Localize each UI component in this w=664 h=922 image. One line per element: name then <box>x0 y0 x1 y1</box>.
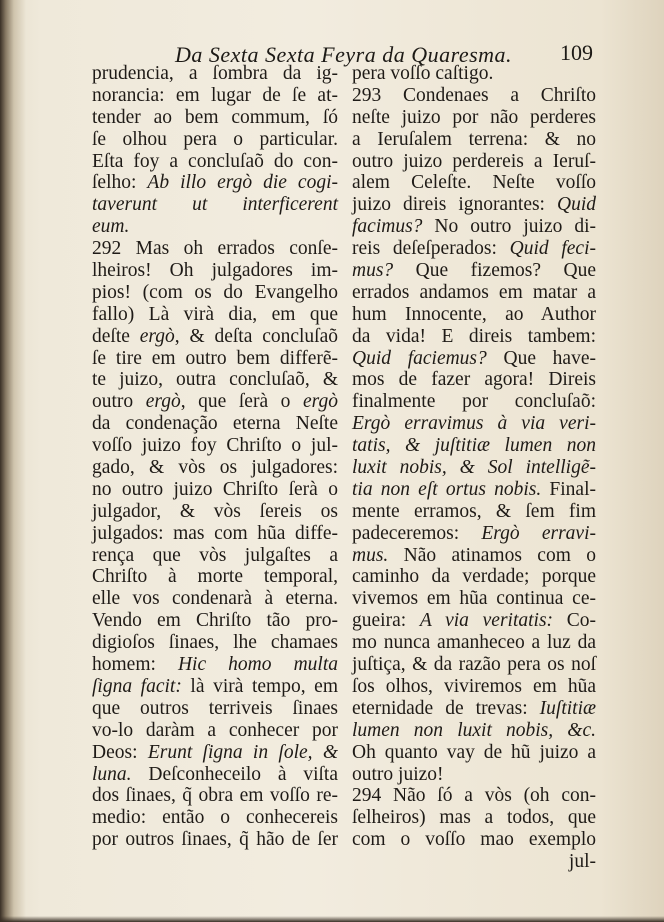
text-line <box>352 107 596 129</box>
italic-text: tatis, & juſtitiæ lumen non <box>352 435 596 457</box>
text-segment: jul- <box>568 851 596 873</box>
text-segment: , que ſerà o <box>180 391 303 413</box>
text-segment: ſos olhos, viviremos em hũa <box>352 675 596 697</box>
text-segment: neſte juizo por não perderes <box>352 106 596 128</box>
text-line <box>92 348 338 370</box>
italic-text: luxit nobis, & Sol intelligẽ- <box>352 457 596 479</box>
text-line <box>352 654 596 676</box>
text-line <box>92 523 338 545</box>
text-segment: padeceremos: <box>352 522 482 544</box>
text-segment: eternidade de trevas: <box>352 697 540 719</box>
text-line <box>352 479 596 501</box>
italic-text: Quid <box>557 194 596 216</box>
italic-text: ergò <box>145 391 181 413</box>
text-line <box>92 260 338 282</box>
text-line <box>352 391 596 413</box>
text-line <box>92 435 338 457</box>
text-segment: rença que vòs julgaſtes a <box>92 544 338 566</box>
text-segment: , & deſta concluſaõ <box>174 325 338 347</box>
text-segment: norancia: em lugar de ſe at- <box>92 84 338 106</box>
text-line <box>92 566 338 588</box>
text-segment: tender ao bem commum, ſó <box>92 106 338 128</box>
text-line <box>92 413 338 435</box>
text-segment: pera voſſo caſtigo. <box>352 63 494 84</box>
binding-gutter <box>0 0 26 922</box>
text-segment: fallo) Là virà dia, em que <box>92 303 338 325</box>
text-line <box>352 304 596 326</box>
text-segment: là virà tempo, em <box>181 675 338 697</box>
text-line <box>352 742 596 764</box>
italic-text: ergò <box>302 391 338 413</box>
text-segment: medio: então o conhecereis <box>92 807 338 829</box>
text-segment: dos ſinaes, q̃ obra em voſſo re- <box>92 785 338 807</box>
italic-text: mus. <box>352 544 389 566</box>
text-segment: hum Innocente, ao Author <box>352 303 596 325</box>
text-line <box>92 326 338 348</box>
text-segment: alem Celeſte. Neſte voſſo <box>352 172 596 194</box>
text-segment: finalmente por concluſaõ: <box>352 391 596 413</box>
text-segment: outro <box>92 391 146 413</box>
italic-text: luna. <box>92 763 132 785</box>
text-line <box>92 742 338 764</box>
text-line <box>92 457 338 479</box>
italic-text: ſigna facit: <box>92 675 182 697</box>
text-segment: Final- <box>541 478 596 500</box>
text-line <box>92 807 338 829</box>
text-segment: homem: <box>92 654 178 676</box>
text-segment: Co- <box>553 610 596 632</box>
text-line <box>92 632 338 654</box>
italic-text: lumen non luxit nobis, &c. <box>352 719 596 741</box>
text-segment: elle vos condenarà à eterna. <box>92 588 338 610</box>
text-line <box>352 85 596 107</box>
text-line <box>92 107 338 129</box>
text-segment: caminho da verdade; porque <box>352 566 596 588</box>
left-text-column <box>92 63 338 851</box>
text-line <box>352 501 596 523</box>
text-segment: digioſos ſinaes, lhe chamaes <box>92 632 338 654</box>
text-line <box>352 369 596 391</box>
text-line <box>352 326 596 348</box>
text-line <box>352 610 596 632</box>
text-line <box>92 676 338 698</box>
text-segment: Que have- <box>486 347 596 369</box>
text-segment: gado, & vòs os julgadores: <box>92 457 338 479</box>
text-line <box>92 501 338 523</box>
italic-text: Ergò erravi- <box>481 522 596 544</box>
text-line <box>92 216 338 238</box>
text-line <box>92 63 338 85</box>
text-segment: julgados: mas com hũa diffe- <box>92 522 338 544</box>
italic-text: eum. <box>92 216 130 238</box>
text-segment: mo nunca amanheceo a luz da <box>352 632 596 654</box>
text-line <box>352 151 596 173</box>
text-line <box>92 282 338 304</box>
text-line <box>352 348 596 370</box>
italic-text: Quid feci- <box>509 238 596 260</box>
text-segment: da vida! E direis tambem: <box>352 325 596 347</box>
italic-text: tia non eſt ortus nobis. <box>352 478 542 500</box>
text-segment: outro juizo perdereis a Ieruſ- <box>352 150 596 172</box>
text-line <box>352 260 596 282</box>
text-line <box>92 545 338 567</box>
text-segment: por outros ſinaes, q̃ hão de ſer <box>92 829 338 851</box>
text-segment: errados andamos em matar a <box>352 281 596 303</box>
text-segment: vivemos em hũa continua ce- <box>352 588 596 610</box>
page-number: 109 <box>560 40 593 65</box>
text-line <box>352 851 596 873</box>
italic-text: Iuſtitiæ <box>539 697 596 719</box>
text-segment: Vendo em Chriſto tão pro- <box>92 610 338 632</box>
text-segment: Deos: <box>92 741 148 763</box>
text-line <box>92 764 338 786</box>
text-line <box>352 172 596 194</box>
text-segment: te juizo, outra concluſaõ, & <box>92 369 338 391</box>
text-segment: No outro juizo di- <box>422 216 596 238</box>
italic-text: Ergò erravimus à via veri- <box>352 413 596 435</box>
text-segment: ſelho: <box>92 172 148 194</box>
text-line <box>352 807 596 829</box>
text-line <box>352 457 596 479</box>
text-segment: que outros terriveis ſinaes <box>92 697 338 719</box>
text-line <box>352 588 596 610</box>
italic-text: ergò <box>139 325 175 347</box>
text-line <box>92 698 338 720</box>
text-line <box>92 720 338 742</box>
text-segment: com o voſſo mao exemplo <box>352 829 596 851</box>
text-line <box>352 566 596 588</box>
text-line <box>92 151 338 173</box>
text-segment: pios! (com os do Evangelho <box>92 281 338 303</box>
text-segment: juizo direis ignorantes: <box>352 194 557 216</box>
text-segment: vo-lo daràm a conhecer por <box>92 719 338 741</box>
text-line <box>92 829 338 851</box>
italic-text: Erunt ſigna in ſole, & <box>147 741 338 763</box>
text-line <box>92 172 338 194</box>
text-segment: juſtiça, & da razão pera os noſ <box>352 654 596 676</box>
text-line <box>352 63 596 85</box>
text-segment: outro juizo! <box>352 763 444 785</box>
text-segment: Que fizemos? Que <box>393 260 596 282</box>
text-segment: no outro juizo Chriſto ſerà o <box>92 478 338 500</box>
text-segment: Chriſto à morte temporal, <box>92 566 338 588</box>
running-head: Da Sexta Sexta Feyra da Quaresma. <box>175 42 513 67</box>
text-line <box>92 238 338 260</box>
text-line <box>92 129 338 151</box>
text-line <box>92 479 338 501</box>
text-segment: Deſconheceilo à viſta <box>131 763 338 785</box>
text-line <box>92 85 338 107</box>
text-segment: julgador, & vòs ſereis os <box>92 500 338 522</box>
italic-text: mus? <box>352 260 394 282</box>
italic-text: Quid faciemus? <box>352 347 487 369</box>
text-line <box>352 720 596 742</box>
text-line <box>352 216 596 238</box>
text-line <box>352 545 596 567</box>
text-segment: Oh quanto vay de hũ juizo a <box>352 741 596 763</box>
text-line <box>352 829 596 851</box>
text-line <box>352 632 596 654</box>
italic-text: Ab illo ergò die cogi- <box>147 172 338 194</box>
text-line <box>92 304 338 326</box>
text-segment: gueira: <box>352 610 420 632</box>
text-line <box>352 764 596 786</box>
right-text-column <box>352 63 596 873</box>
text-line <box>92 391 338 413</box>
text-line <box>92 610 338 632</box>
italic-text: taverunt ut interficerent <box>92 194 338 216</box>
italic-text: Hic homo multa <box>177 654 338 676</box>
text-segment: 293 Condenaes a Chriſto <box>352 84 596 106</box>
text-segment: 294 Não ſó a vòs (oh con- <box>352 785 596 807</box>
text-line <box>352 676 596 698</box>
text-line <box>352 238 596 260</box>
text-line <box>352 435 596 457</box>
text-segment: a Ieruſalem terrena: & no <box>352 128 596 150</box>
text-segment: mente erramos, & ſem fim <box>352 500 596 522</box>
text-segment: ſelheiros) mas a todos, que <box>352 807 596 829</box>
text-segment: reis deſeſperados: <box>352 238 510 260</box>
text-segment: prudencia, a ſombra da ig- <box>92 63 338 84</box>
text-line <box>352 698 596 720</box>
text-line <box>92 588 338 610</box>
text-segment: lheiros! Oh julgadores im- <box>92 260 338 282</box>
text-line <box>352 523 596 545</box>
italic-text: facimus? <box>352 216 423 238</box>
italic-text: A via veritatis: <box>419 610 554 632</box>
text-segment: da condenação eterna Neſte <box>92 413 338 435</box>
text-line <box>92 654 338 676</box>
text-segment: voſſo juizo foy Chriſto o jul- <box>92 435 338 457</box>
text-line <box>352 194 596 216</box>
text-segment: deſte <box>92 325 140 347</box>
text-line <box>352 413 596 435</box>
text-line <box>352 282 596 304</box>
text-segment: ſe olhou pera o particular. <box>92 128 338 150</box>
text-line <box>352 785 596 807</box>
text-line <box>352 129 596 151</box>
text-segment: mos de fazer agora! Direis <box>352 369 596 391</box>
text-segment: 292 Mas oh errados conſe- <box>92 238 338 260</box>
text-segment: Eſta foy a concluſaõ do con- <box>92 150 338 172</box>
text-segment: ſe tire em outro bem differẽ- <box>92 347 338 369</box>
text-line <box>92 369 338 391</box>
text-line <box>92 785 338 807</box>
text-line <box>92 194 338 216</box>
page-bottom-edge <box>0 916 664 922</box>
text-segment: Não atinamos com o <box>388 544 596 566</box>
